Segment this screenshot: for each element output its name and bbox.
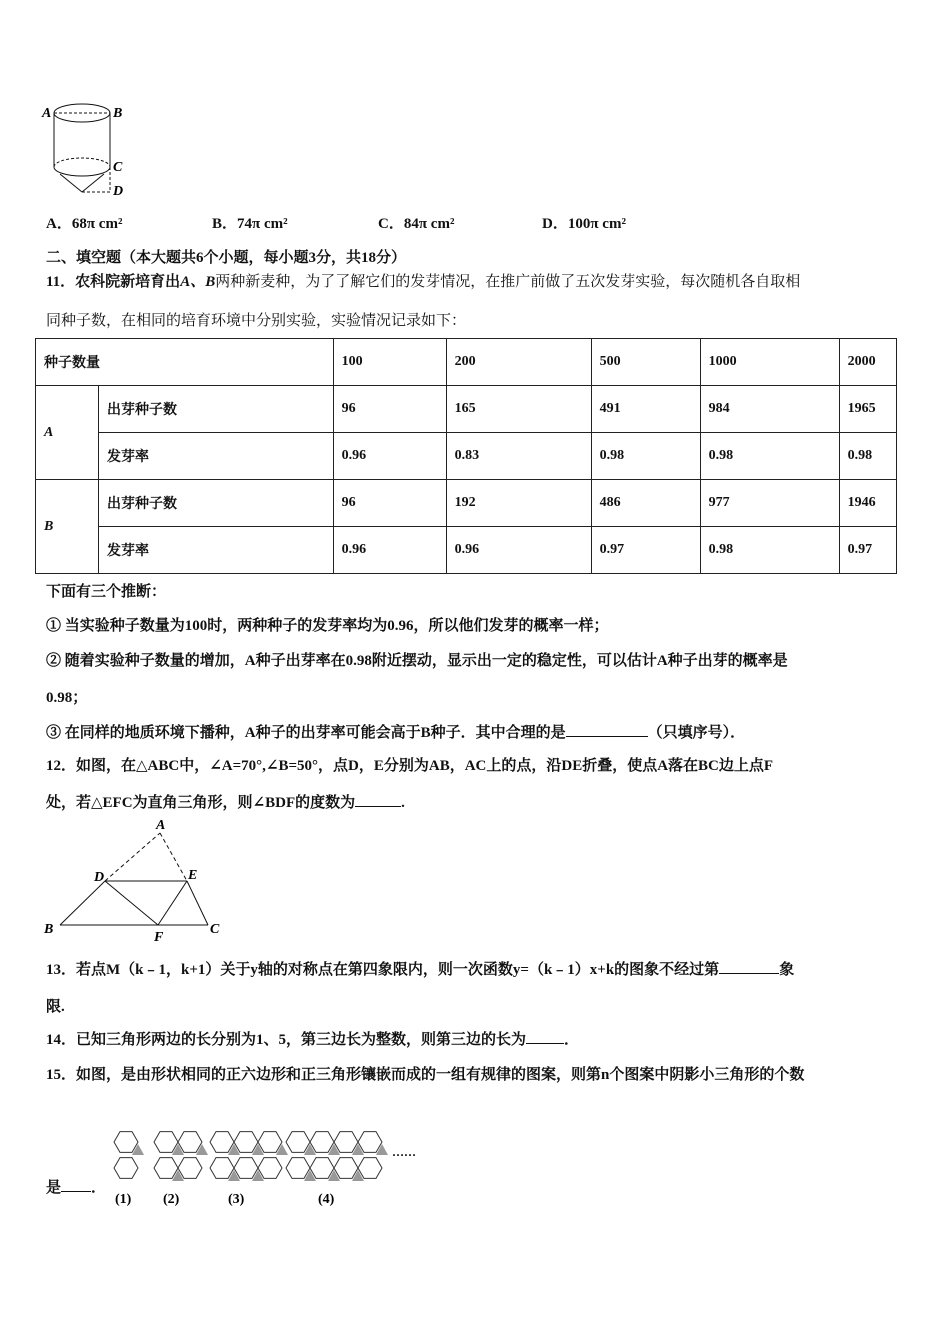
text: 发芽率	[99, 433, 334, 480]
text: 0.97	[591, 527, 700, 574]
q11-statement-2: ② 随着实验种子数量的增加，A种子出芽率在0.98附近摆动，显示出一定的稳定性，可以估计A种子出芽的概率是	[46, 653, 788, 669]
hexagon	[154, 1132, 178, 1153]
text: 出芽种子数	[99, 480, 334, 527]
q15-text-2: 是	[46, 1180, 62, 1196]
text: E	[188, 868, 198, 883]
option-a: A．68π cm²	[46, 216, 123, 232]
text: 96	[333, 386, 446, 433]
text: B	[44, 922, 54, 937]
text: 491	[591, 386, 700, 433]
text: 1965	[839, 386, 896, 433]
text: 500	[591, 339, 700, 386]
text: 96	[333, 480, 446, 527]
q11-intro: 下面有三个推断：	[46, 584, 167, 600]
q11-statement-1: ① 当实验种子数量为100时，两种种子的发芽率均为0.96，所以他们发芽的概率一样；	[46, 618, 609, 634]
q12-text: 12．如图，在△ABC中，∠A=70°,∠B=50°，点D，E分别为AB，AC上的点，沿DE折叠，使点A落在BC边上点F	[46, 758, 774, 774]
text: 0.96	[333, 527, 446, 574]
text: 2000	[839, 339, 896, 386]
q15-text: 15．如图，是由形状相同的正六边形和正三角形镶嵌而成的一组有规律的图案，则第n个图案中阴影小三角形的个数	[46, 1067, 805, 1083]
text: C	[210, 922, 220, 937]
label-a: A	[42, 106, 52, 121]
text: A	[156, 818, 166, 833]
text: A	[44, 424, 54, 440]
text: 200	[446, 339, 591, 386]
q11-text: 两种新麦种，为了了解它们的发芽情况，在推广前做了五次发芽实验，每次随机各自取相	[215, 274, 801, 290]
option-d: D．100π cm²	[542, 216, 626, 232]
q12-end: .	[401, 795, 405, 811]
q14-end: ．	[564, 1032, 580, 1048]
label-d: D	[113, 184, 124, 199]
hexagon	[258, 1158, 282, 1179]
text: D	[94, 870, 105, 885]
text: (3)	[228, 1192, 245, 1207]
hexagon-pattern-figure	[110, 1128, 430, 1213]
header-cell: 种子数量	[36, 339, 334, 386]
answer-blank[interactable]	[61, 1177, 91, 1192]
text: 发芽率	[99, 527, 334, 574]
q14-text: 14．已知三角形两边的长分别为1、5，第三边长为整数，则第三边的长为	[46, 1032, 527, 1048]
option-b: B．74π cm²	[212, 216, 288, 232]
hexagon	[234, 1158, 258, 1179]
text: 0.96	[446, 527, 591, 574]
q11-statement-2b: 0.98；	[46, 690, 88, 706]
label-c: C	[113, 160, 123, 175]
option-c: C．84π cm²	[378, 216, 455, 232]
hexagon	[334, 1132, 358, 1153]
text: 0.98	[700, 527, 839, 574]
q11-tail: （只填序号）．	[647, 725, 746, 741]
text: B	[44, 518, 54, 534]
text: 192	[446, 480, 591, 527]
text: 1000	[700, 339, 839, 386]
text: 165	[446, 386, 591, 433]
q13-text: 13．若点M（k﹣1，k+1）关于y轴的对称点在第四象限内，则一次函数y=（k﹣1）x+k的图象不经过第	[46, 962, 720, 978]
hexagon	[114, 1158, 138, 1179]
hexagon	[286, 1132, 310, 1153]
text: 486	[591, 480, 700, 527]
hexagon	[286, 1158, 310, 1179]
text: 0.98	[700, 433, 839, 480]
text: 0.98	[839, 433, 896, 480]
cylinder-cone-figure	[40, 95, 150, 205]
triangle-fold-figure	[40, 815, 240, 945]
hexagon	[334, 1158, 358, 1179]
q13-tail: 象	[779, 962, 795, 978]
answer-blank[interactable]	[566, 722, 648, 737]
q15-end: ．	[91, 1180, 107, 1196]
answer-blank[interactable]	[719, 959, 779, 974]
hexagon	[310, 1132, 334, 1153]
text: (2)	[163, 1192, 180, 1207]
section-heading: 二、填空题（本大题共6个小题，每小题3分，共18分）	[46, 250, 407, 266]
text: 1946	[839, 480, 896, 527]
q11-ab: A、B	[180, 274, 216, 290]
q11-statement-3: ③ 在同样的地质环境下播种，A种子的出芽率可能会高于B种子．其中合理的是	[46, 725, 566, 741]
hexagon	[154, 1158, 178, 1179]
q13-text-2: 限.	[46, 999, 65, 1015]
text: (1)	[115, 1192, 132, 1207]
text: 0.98	[591, 433, 700, 480]
text: ……	[392, 1145, 416, 1159]
hexagon	[210, 1132, 234, 1153]
answer-blank[interactable]	[355, 792, 401, 807]
label-b: B	[113, 106, 123, 121]
text: 977	[700, 480, 839, 527]
hexagon	[210, 1158, 234, 1179]
germination-table	[35, 338, 897, 574]
text: 0.83	[446, 433, 591, 480]
text: 出芽种子数	[99, 386, 334, 433]
text: F	[154, 930, 164, 945]
q12-text-2: 处，若△EFC为直角三角形，则∠BDF的度数为	[46, 795, 356, 811]
hexagon	[234, 1132, 258, 1153]
text: (4)	[318, 1192, 335, 1207]
text: 0.97	[839, 527, 896, 574]
text: 100	[333, 339, 446, 386]
hexagon	[178, 1158, 202, 1179]
answer-blank[interactable]	[526, 1029, 564, 1044]
hexagon	[258, 1132, 282, 1153]
text: 984	[700, 386, 839, 433]
q11-num: 11．农科院新培育出	[46, 274, 181, 290]
hexagon	[358, 1132, 382, 1153]
hexagon	[310, 1158, 334, 1179]
q11-text-2: 同种子数，在相同的培育环境中分别实验，实验情况记录如下：	[46, 313, 467, 329]
hexagon	[114, 1132, 138, 1153]
hexagon	[178, 1132, 202, 1153]
text: 0.96	[333, 433, 446, 480]
hexagon	[358, 1158, 382, 1179]
